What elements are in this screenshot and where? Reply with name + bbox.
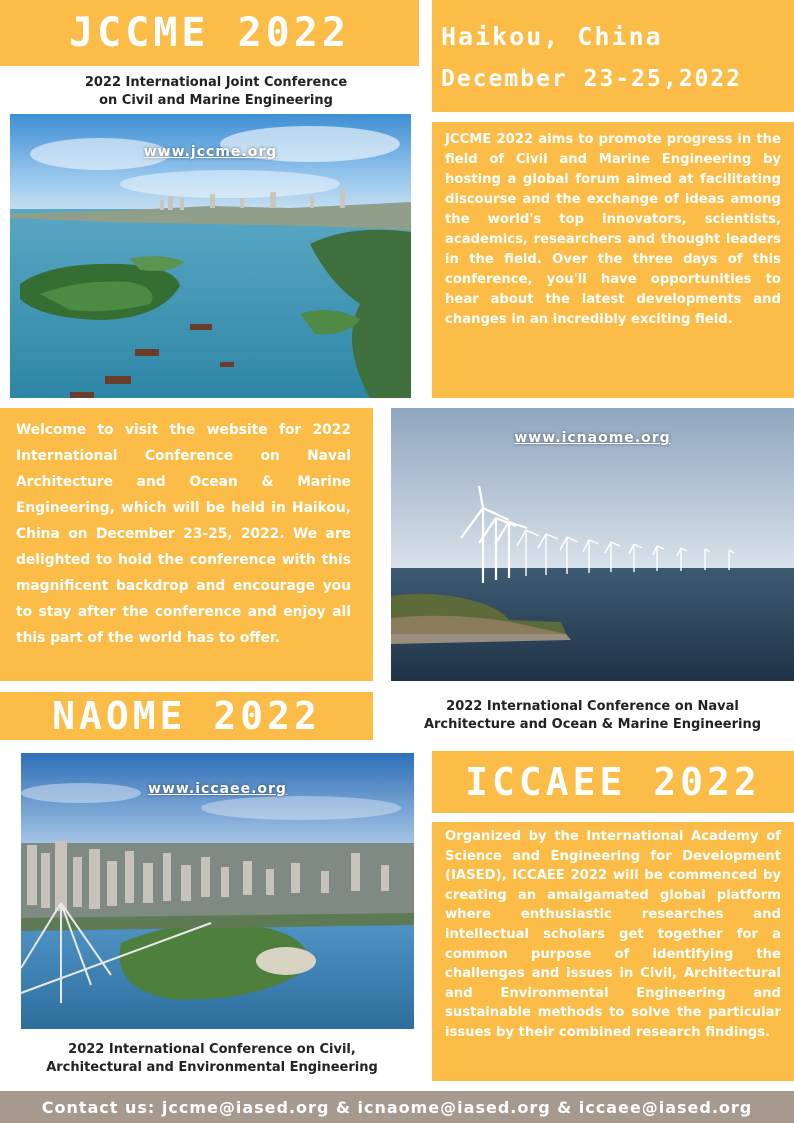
jccme-title-box: [0, 0, 419, 66]
jccme-subtitle-line1: 2022 International Joint Conference: [84, 75, 348, 90]
jccme-url-link[interactable]: www.jccme.org: [143, 144, 278, 160]
naome-welcome-box: [0, 408, 373, 681]
haikou-city-photo: [21, 753, 414, 1029]
iccaee-description: Organized by the International Academy of Science and Engineering for Development (IASED), ICCAEE 2022 will be commenced by creating an amalgamated global platform where enthusiastic researches and intellectual scholars get together for a common purpose of identifying the challenges and issues in Civil, Architectural and Environmental Engineering and sustainable methods to solve the particular issues by their combined research findings.: [445, 829, 781, 1040]
jccme-title: JCCME 2022: [69, 10, 350, 56]
iccaee-title: ICCAEE 2022: [465, 760, 761, 804]
naome-title-box: [0, 692, 373, 740]
contact-text[interactable]: Contact us: jccme@iased.org & icnaome@iased.org & iccaee@iased.org: [41, 1097, 753, 1117]
wind-farm-photo: [391, 408, 794, 681]
event-info-box: [432, 0, 794, 112]
naome-title: NAOME 2022: [52, 694, 321, 738]
wind-farm-image: [391, 408, 794, 681]
jccme-description-box: [432, 122, 794, 398]
haikou-bay-photo: [10, 114, 411, 398]
iccaee-url-link[interactable]: www.iccaee.org: [148, 781, 287, 797]
event-location: Haikou, China: [441, 22, 663, 51]
naome-caption: [391, 698, 794, 734]
jccme-subtitle: [0, 74, 432, 110]
naome-url-link[interactable]: www.icnaome.org: [514, 430, 671, 446]
jccme-subtitle-line2: on Civil and Marine Engineering: [99, 93, 333, 108]
jccme-description: JCCME 2022 aims to promote progress in the field of Civil and Marine Engineering by hosting a global forum aimed at facilitating discourse and the exchange of ideas among the world's top innovators, scientists, academics, researchers and thought leaders in the field. Over the three days of this conference, you'll have opportunities to hear about the latest developments and changes in an incredibly exciting field.: [445, 132, 781, 327]
iccaee-caption-line2: Architectural and Environmental Engineering: [46, 1060, 378, 1075]
contact-footer: [0, 1091, 794, 1123]
naome-caption-line2: Architecture and Ocean & Marine Engineering: [423, 717, 762, 732]
event-dates: December 23-25,2022: [441, 66, 743, 92]
iccaee-title-box: [432, 751, 794, 813]
iccaee-description-box: [432, 822, 794, 1081]
naome-welcome-text: Welcome to visit the website for 2022 International Conference on Naval Architecture and Ocean & Marine Engineering, which will be held in Haikou, China on December 23-25, 2022. We are delighted to hold the conference with this magnificent backdrop and encourage you to stay after the conference and enjoy all this part of the world has to offer.: [16, 422, 351, 646]
iccaee-caption: [0, 1041, 424, 1077]
naome-caption-line1: 2022 International Conference on Naval: [446, 699, 739, 714]
iccaee-caption-line1: 2022 International Conference on Civil,: [68, 1042, 356, 1057]
